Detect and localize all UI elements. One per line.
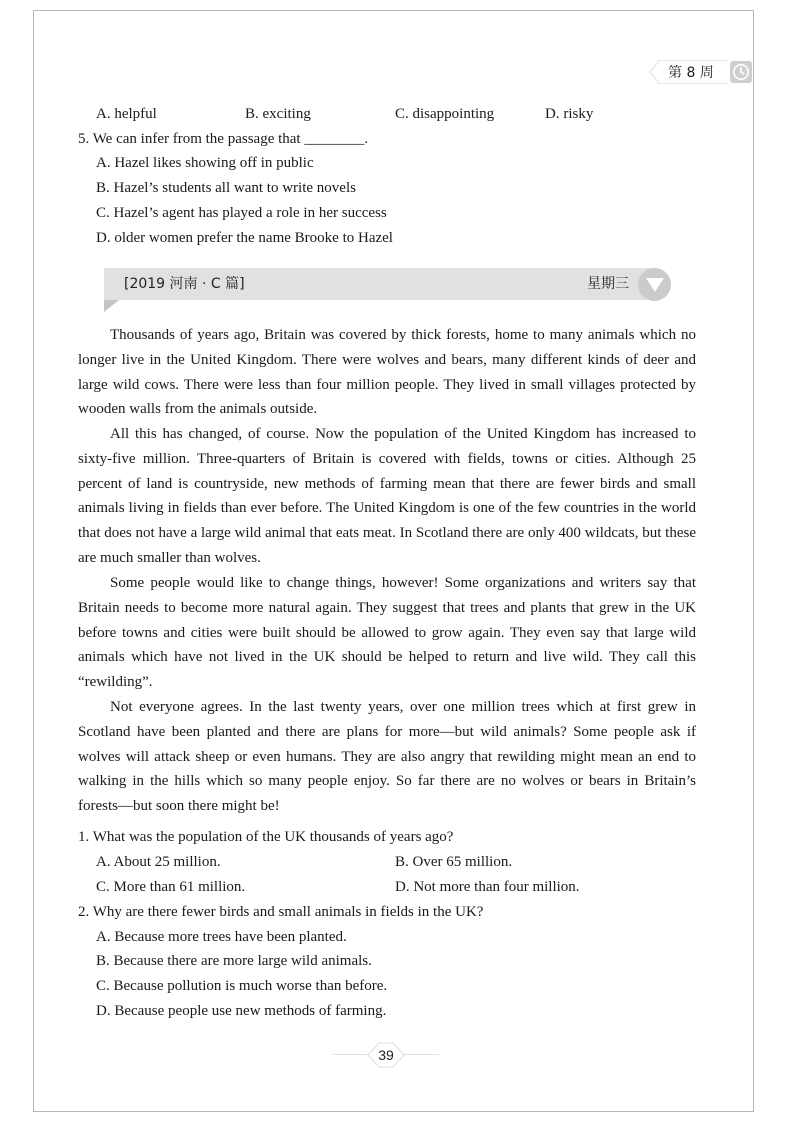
question-5-stem: 5. We can infer from the passage that ________. (78, 131, 369, 147)
clock-icon (730, 61, 752, 83)
passage-paragraph-2: All this has changed, of course. Now the population of the United Kingdom has increased to sixty-five million. Three-quarters of Britain is covered with fields, towns or cities. Although 25 percent of land is countryside, new methods of farming mean that there are fewer birds and small animals living in fields than ever before. The United Kingdom is one of the few countries in the world that does not have a large wild animal that eats meat. In Scotland there are only 400 wildcats, but these are much smaller than wolves. (78, 426, 696, 566)
section-day: 星期三 (587, 276, 629, 292)
triangle-down-icon (638, 268, 671, 301)
question-2-stem: 2. Why are there fewer birds and small animals in fields in the UK? (78, 904, 484, 920)
week-label: 第 8 周 (668, 65, 714, 81)
question-2-option-d: D. Because people use new methods of farming. (96, 1003, 387, 1019)
prev-option-d: D. risky (545, 106, 594, 122)
passage-paragraph-1: Thousands of years ago, Britain was covered by thick forests, home to many animals which no longer live in the United Kingdom. There were wolves and bears, many different kinds of deer and large wild cows. There were less than four million people. They lived in small villages protected by wooden walls from the animals outside. (78, 327, 696, 418)
question-2-option-a: A. Because more trees have been planted. (96, 929, 347, 945)
passage-paragraph-3: Some people would like to change things, however! Some organizations and writers say that Britain needs to become more natural again. They suggest that trees and plants that grew in the UK before towns and cities were built should be allowed to grow again. They even say that large wild animals which have not lived in the UK should be helped to return and live wild. They call this “rewilding”. (78, 575, 696, 691)
page-number (333, 1042, 439, 1068)
question-5-option-a: A. Hazel likes showing off in public (96, 155, 314, 171)
question-2-option-b: B. Because there are more large wild animals. (96, 953, 372, 969)
banner-fold (104, 300, 119, 312)
question-2-option-c: C. Because pollution is much worse than before. (96, 978, 388, 994)
question-5-option-b: B. Hazel’s students all want to write novels (96, 180, 356, 196)
question-5-option-d: D. older women prefer the name Brooke to Hazel (96, 230, 393, 246)
question-1-option-a: A. About 25 million. (96, 854, 221, 870)
section-title: [2019 河南 · C 篇] (124, 276, 245, 292)
week-label-box (650, 60, 728, 84)
prev-option-a: A. helpful (96, 106, 157, 122)
question-1-stem: 1. What was the population of the UK thousands of years ago? (78, 829, 454, 845)
question-1-option-c: C. More than 61 million. (96, 879, 246, 895)
prev-option-b: B. exciting (245, 106, 311, 122)
section-banner (104, 268, 659, 300)
passage-paragraph-4: Not everyone agrees. In the last twenty years, over one million trees which at first grew in Scotland have been planted and there are plans for more—but wild animals? Some people ask if wolves will attack sheep or even humans. They are also angry that rewilding might mean an end to walking in the hills which so many people enjoy. So far there are no wolves or bears in Britain’s forests—but soon there might be! (78, 699, 696, 815)
question-1-option-d: D. Not more than four million. (395, 879, 580, 895)
page-number-text: 39 (378, 1047, 394, 1063)
question-1-option-b: B. Over 65 million. (395, 854, 513, 870)
question-5-option-c: C. Hazel’s agent has played a role in her success (96, 205, 387, 221)
week-tag (650, 60, 752, 84)
prev-option-c: C. disappointing (395, 106, 495, 122)
